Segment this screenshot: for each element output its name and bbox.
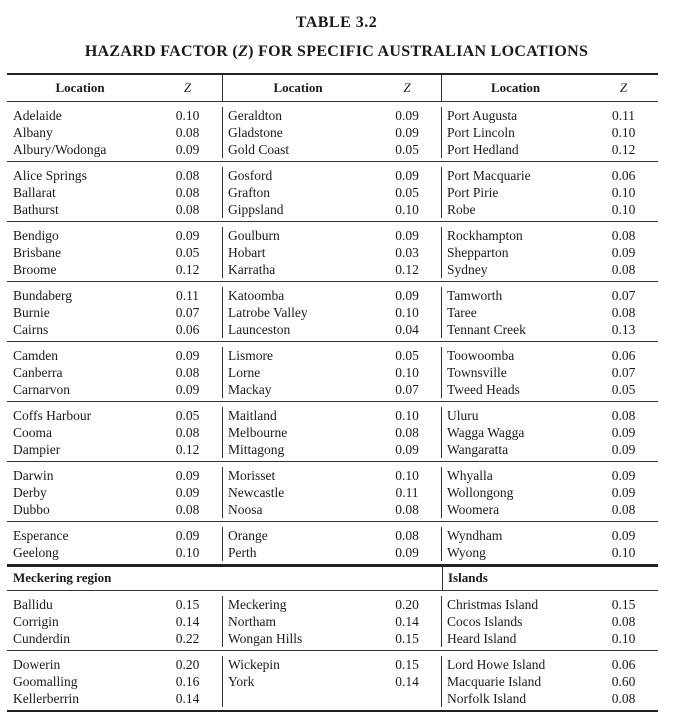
- z-value: 0.09: [175, 468, 200, 483]
- column-3-locations: [442, 527, 589, 561]
- column-2-locations: [223, 656, 373, 707]
- z-value: 0.08: [395, 425, 419, 440]
- column-2-locations: [223, 287, 373, 338]
- location-name: Geraldton: [228, 108, 282, 123]
- location-name: Rockhampton: [447, 228, 523, 243]
- z-value: 0.08: [611, 408, 636, 423]
- location-name: Northam: [228, 614, 276, 629]
- z-value: 0.08: [611, 305, 636, 320]
- location-name: York: [228, 674, 255, 689]
- title-prefix: HAZARD FACTOR (: [84, 43, 239, 60]
- location-name: Goulburn: [228, 228, 280, 243]
- column-1-z-values: [153, 167, 223, 218]
- location-name: Maitland: [228, 408, 277, 423]
- title-suffix: ) FOR SPECIFIC AUSTRALIAN LOCATIONS: [248, 43, 589, 60]
- location-name: Darwin: [13, 468, 54, 483]
- column-3-z-values: [589, 347, 658, 398]
- location-name: Coffs Harbour: [13, 408, 92, 423]
- location-name: Perth: [228, 545, 257, 560]
- z-value: 0.07: [395, 382, 419, 397]
- column-2-locations: [223, 167, 373, 218]
- column-3-locations: [442, 287, 589, 338]
- location-name: Townsville: [447, 365, 507, 380]
- z-value: 0.08: [611, 502, 636, 517]
- z-value: 0.12: [395, 262, 419, 277]
- z-value: 0.11: [395, 485, 419, 500]
- location-name: Mackay: [228, 382, 272, 397]
- z-value: 0.06: [611, 657, 636, 672]
- location-name: Lorne: [228, 365, 261, 380]
- column-3-locations: [442, 227, 589, 278]
- z-value: 0.05: [175, 245, 200, 260]
- location-name: Toowoomba: [447, 348, 515, 363]
- location-name: Bathurst: [13, 202, 59, 217]
- z-value: 0.09: [611, 245, 636, 260]
- column-1-locations: [7, 227, 153, 278]
- location-name: Mittagong: [228, 442, 285, 457]
- z-value: 0.10: [395, 365, 419, 380]
- column-2-z-values: [373, 347, 442, 398]
- location-name: Newcastle: [228, 485, 285, 500]
- location-name: Dowerin: [13, 657, 61, 672]
- column-3-locations: [442, 467, 589, 518]
- column-3-z-values: [589, 107, 658, 158]
- location-name: Port Augusta: [447, 108, 518, 123]
- z-value: 0.15: [395, 657, 419, 672]
- location-name: Tennant Creek: [447, 322, 526, 337]
- location-name: Bundaberg: [13, 288, 72, 303]
- table-body: [7, 102, 658, 564]
- z-value: 0.09: [395, 228, 419, 243]
- z-value: 0.08: [175, 202, 200, 217]
- table-group: [7, 650, 658, 710]
- column-2-locations: [223, 596, 373, 647]
- location-name: Esperance: [13, 528, 69, 543]
- table-group: [7, 221, 658, 281]
- location-name: Adelaide: [13, 108, 62, 123]
- location-name: Macquarie Island: [447, 674, 542, 689]
- table-group: [7, 281, 658, 341]
- z-value: 0.08: [175, 365, 200, 380]
- z-value: 0.08: [175, 185, 200, 200]
- location-name: Camden: [13, 348, 58, 363]
- table-group: [7, 461, 658, 521]
- z-value: 0.14: [395, 674, 419, 689]
- location-name: Canberra: [13, 365, 63, 380]
- location-name: Corrigin: [13, 614, 59, 629]
- hazard-factor-table: [7, 73, 658, 712]
- z-value: 0.05: [395, 185, 419, 200]
- z-value: 0.08: [611, 228, 636, 243]
- location-name: Morisset: [228, 468, 276, 483]
- header-z: Z: [153, 75, 223, 101]
- location-name: Cocos Islands: [447, 614, 523, 629]
- z-value: 0.15: [611, 597, 636, 612]
- z-value: 0.09: [395, 288, 419, 303]
- z-value: 0.09: [395, 108, 419, 123]
- z-value: 0.08: [611, 691, 636, 706]
- column-2-z-values: [373, 656, 442, 707]
- location-name: Goomalling: [13, 674, 78, 689]
- column-2-z-values: [373, 467, 442, 518]
- column-3-locations: [442, 656, 589, 707]
- location-name: Lord Howe Island: [447, 657, 546, 672]
- z-value: 0.07: [611, 288, 636, 303]
- z-value: 0.07: [175, 305, 200, 320]
- location-name: Karratha: [228, 262, 276, 277]
- z-value: 0.08: [611, 614, 636, 629]
- table-group: [7, 161, 658, 221]
- location-name: Cunderdin: [13, 631, 70, 646]
- z-value: 0.10: [175, 108, 200, 123]
- column-3-z-values: [589, 656, 658, 707]
- z-value: 0.10: [395, 468, 419, 483]
- location-name: Wickepin: [228, 657, 280, 672]
- table-number: TABLE 3.2: [295, 14, 378, 31]
- column-3-z-values: [589, 287, 658, 338]
- location-name: Tamworth: [447, 288, 503, 303]
- table-group: [7, 591, 658, 650]
- z-value: 0.09: [395, 168, 419, 183]
- location-name: Wyong: [447, 545, 486, 560]
- location-name: Whyalla: [447, 468, 493, 483]
- location-name: Sydney: [447, 262, 488, 277]
- location-name: Christmas Island: [447, 597, 539, 612]
- location-name: Geelong: [13, 545, 59, 560]
- z-value: 0.10: [611, 545, 636, 560]
- header-location: Location: [273, 80, 323, 95]
- header-z: Z: [619, 80, 628, 95]
- z-value: 0.10: [611, 202, 636, 217]
- column-1-locations: [7, 167, 153, 218]
- z-value: 0.11: [175, 288, 200, 303]
- z-value: 0.08: [611, 262, 636, 277]
- column-2-z-values: [373, 527, 442, 561]
- column-2-locations: [223, 467, 373, 518]
- z-value: 0.10: [395, 408, 419, 423]
- z-value: 0.08: [175, 125, 200, 140]
- z-value: 0.10: [611, 125, 636, 140]
- location-name: Burnie: [13, 305, 50, 320]
- location-name: Tweed Heads: [447, 382, 520, 397]
- location-name: Noosa: [228, 502, 263, 517]
- location-name: Wangaratta: [447, 442, 509, 457]
- z-value: 0.05: [395, 142, 419, 157]
- column-1-z-values: [153, 596, 223, 647]
- z-value: 0.22: [175, 631, 200, 646]
- location-name: Carnarvon: [13, 382, 70, 397]
- z-value: 0.08: [175, 425, 200, 440]
- column-1-locations: [7, 287, 153, 338]
- header-z: Z: [373, 75, 442, 101]
- location-name: Taree: [447, 305, 477, 320]
- z-value: 0.08: [175, 502, 200, 517]
- z-value: 0.12: [175, 262, 200, 277]
- column-2-locations: [223, 527, 373, 561]
- z-value: [373, 690, 441, 707]
- column-2-locations: [223, 347, 373, 398]
- location-name: Wollongong: [447, 485, 514, 500]
- z-value: 0.07: [611, 365, 636, 380]
- table-group: [7, 102, 658, 161]
- location-name: Woomera: [447, 502, 500, 517]
- location-name: Albany: [13, 125, 53, 140]
- column-3-locations: [442, 347, 589, 398]
- location-name: Shepparton: [447, 245, 509, 260]
- header-location: Location: [490, 80, 541, 95]
- location-name: Robe: [447, 202, 476, 217]
- column-1-locations: [7, 596, 153, 647]
- column-2-z-values: [373, 287, 442, 338]
- column-2-z-values: [373, 227, 442, 278]
- column-3-locations: [442, 167, 589, 218]
- z-value: 0.14: [175, 614, 200, 629]
- z-value: 0.09: [175, 142, 200, 157]
- column-3-locations: [442, 596, 589, 647]
- location-name: Cooma: [13, 425, 52, 440]
- location-name: Gosford: [228, 168, 273, 183]
- z-value: 0.08: [395, 502, 419, 517]
- z-value: 0.09: [175, 228, 200, 243]
- column-3-locations: [442, 407, 589, 458]
- location-name: Grafton: [228, 185, 270, 200]
- region-label-meckering: Meckering region: [13, 570, 112, 585]
- z-value: 0.09: [395, 442, 419, 457]
- location-name: Brisbane: [13, 245, 61, 260]
- location-name: Port Lincoln: [447, 125, 515, 140]
- location-name: Heard Island: [447, 631, 517, 646]
- z-value: 0.10: [175, 545, 200, 560]
- column-2-z-values: [373, 407, 442, 458]
- z-value: 0.12: [175, 442, 200, 457]
- location-name: Kellerberrin: [13, 691, 79, 706]
- z-value: 0.10: [395, 305, 419, 320]
- location-name: Melbourne: [228, 425, 288, 440]
- column-1-locations: [7, 347, 153, 398]
- column-1-locations: [7, 467, 153, 518]
- z-value: 0.15: [175, 597, 200, 612]
- location-name: Albury/Wodonga: [13, 142, 107, 157]
- location-name: Wyndham: [447, 528, 503, 543]
- column-2-locations: [223, 407, 373, 458]
- location-name: Derby: [13, 485, 47, 500]
- location-name: Wagga Wagga: [447, 425, 525, 440]
- region-label-islands: Islands: [442, 567, 589, 590]
- location-name: Bendigo: [13, 228, 59, 243]
- column-1-locations: [7, 107, 153, 158]
- table-group: [7, 521, 658, 564]
- z-value: 0.08: [395, 528, 419, 543]
- z-value: 0.09: [395, 545, 419, 560]
- region-header-row: [7, 564, 658, 591]
- table-group: [7, 401, 658, 461]
- location-name: Launceston: [228, 322, 291, 337]
- z-value: 0.05: [395, 348, 419, 363]
- z-value: 0.09: [611, 528, 636, 543]
- column-1-z-values: [153, 527, 223, 561]
- column-3-z-values: [589, 527, 658, 561]
- column-3-z-values: [589, 227, 658, 278]
- z-value: 0.09: [611, 442, 636, 457]
- column-1-z-values: [153, 107, 223, 158]
- z-value: 0.10: [395, 202, 419, 217]
- location-name: Ballidu: [13, 597, 53, 612]
- column-1-locations: [7, 407, 153, 458]
- z-value: 0.04: [395, 322, 419, 337]
- column-3-z-values: [589, 167, 658, 218]
- location-name: Meckering: [228, 597, 287, 612]
- location-name: Port Macquarie: [447, 168, 531, 183]
- location-name: Katoomba: [228, 288, 285, 303]
- column-2-locations: [223, 107, 373, 158]
- column-1-z-values: [153, 656, 223, 707]
- z-value: 0.14: [175, 691, 200, 706]
- table-header: [7, 75, 658, 102]
- z-value: 0.03: [395, 245, 419, 260]
- table-title: [0, 43, 673, 61]
- location-name: Gold Coast: [228, 142, 290, 157]
- z-value: 0.20: [175, 657, 200, 672]
- column-3-z-values: [589, 596, 658, 647]
- location-name: Latrobe Valley: [228, 305, 308, 320]
- column-1-z-values: [153, 407, 223, 458]
- column-2-z-values: [373, 107, 442, 158]
- location-name: Port Pirie: [447, 185, 499, 200]
- location-name: Lismore: [228, 348, 273, 363]
- header-location: Location: [55, 80, 105, 95]
- z-value: 0.10: [611, 185, 636, 200]
- location-name: Dubbo: [13, 502, 50, 517]
- z-value: 0.09: [175, 485, 200, 500]
- z-value: 0.06: [611, 168, 636, 183]
- location-name: Gippsland: [228, 202, 284, 217]
- location-name: Cairns: [13, 322, 49, 337]
- column-1-locations: [7, 656, 153, 707]
- z-value: 0.09: [611, 485, 636, 500]
- location-name: Alice Springs: [13, 168, 87, 183]
- z-value: 0.16: [175, 674, 200, 689]
- column-2-z-values: [373, 167, 442, 218]
- location-name: [228, 690, 373, 707]
- z-value: 0.10: [611, 631, 636, 646]
- z-value: 0.20: [395, 597, 419, 612]
- z-value: 0.15: [395, 631, 419, 646]
- column-1-z-values: [153, 227, 223, 278]
- location-name: Port Hedland: [447, 142, 519, 157]
- z-value: 0.06: [175, 322, 200, 337]
- location-name: Broome: [13, 262, 57, 277]
- z-value: 0.09: [395, 125, 419, 140]
- z-value: 0.09: [611, 425, 636, 440]
- location-name: Hobart: [228, 245, 266, 260]
- z-value: 0.14: [395, 614, 419, 629]
- z-value: 0.09: [611, 468, 636, 483]
- title-z-symbol: Z: [238, 43, 249, 60]
- z-value: 0.12: [611, 142, 636, 157]
- table-group: [7, 341, 658, 401]
- z-value: 0.05: [175, 408, 200, 423]
- location-name: Norfolk Island: [447, 691, 527, 706]
- location-name: Gladstone: [228, 125, 283, 140]
- z-value: 0.13: [611, 322, 636, 337]
- location-name: Orange: [228, 528, 268, 543]
- z-value: 0.60: [611, 674, 636, 689]
- column-2-z-values: [373, 596, 442, 647]
- column-1-z-values: [153, 467, 223, 518]
- z-value: 0.09: [175, 528, 200, 543]
- z-value: 0.11: [611, 108, 636, 123]
- column-2-locations: [223, 227, 373, 278]
- z-value: 0.09: [175, 382, 200, 397]
- location-name: Dampier: [13, 442, 61, 457]
- z-value: 0.06: [611, 348, 636, 363]
- column-3-z-values: [589, 407, 658, 458]
- column-3-z-values: [589, 467, 658, 518]
- region-table-body: [7, 591, 658, 710]
- location-name: Ballarat: [13, 185, 56, 200]
- z-value: 0.09: [175, 348, 200, 363]
- z-value: 0.05: [611, 382, 636, 397]
- z-value: 0.08: [175, 168, 200, 183]
- column-1-z-values: [153, 347, 223, 398]
- column-3-locations: [442, 107, 589, 158]
- column-1-locations: [7, 527, 153, 561]
- column-1-z-values: [153, 287, 223, 338]
- location-name: Wongan Hills: [228, 631, 303, 646]
- location-name: Uluru: [447, 408, 479, 423]
